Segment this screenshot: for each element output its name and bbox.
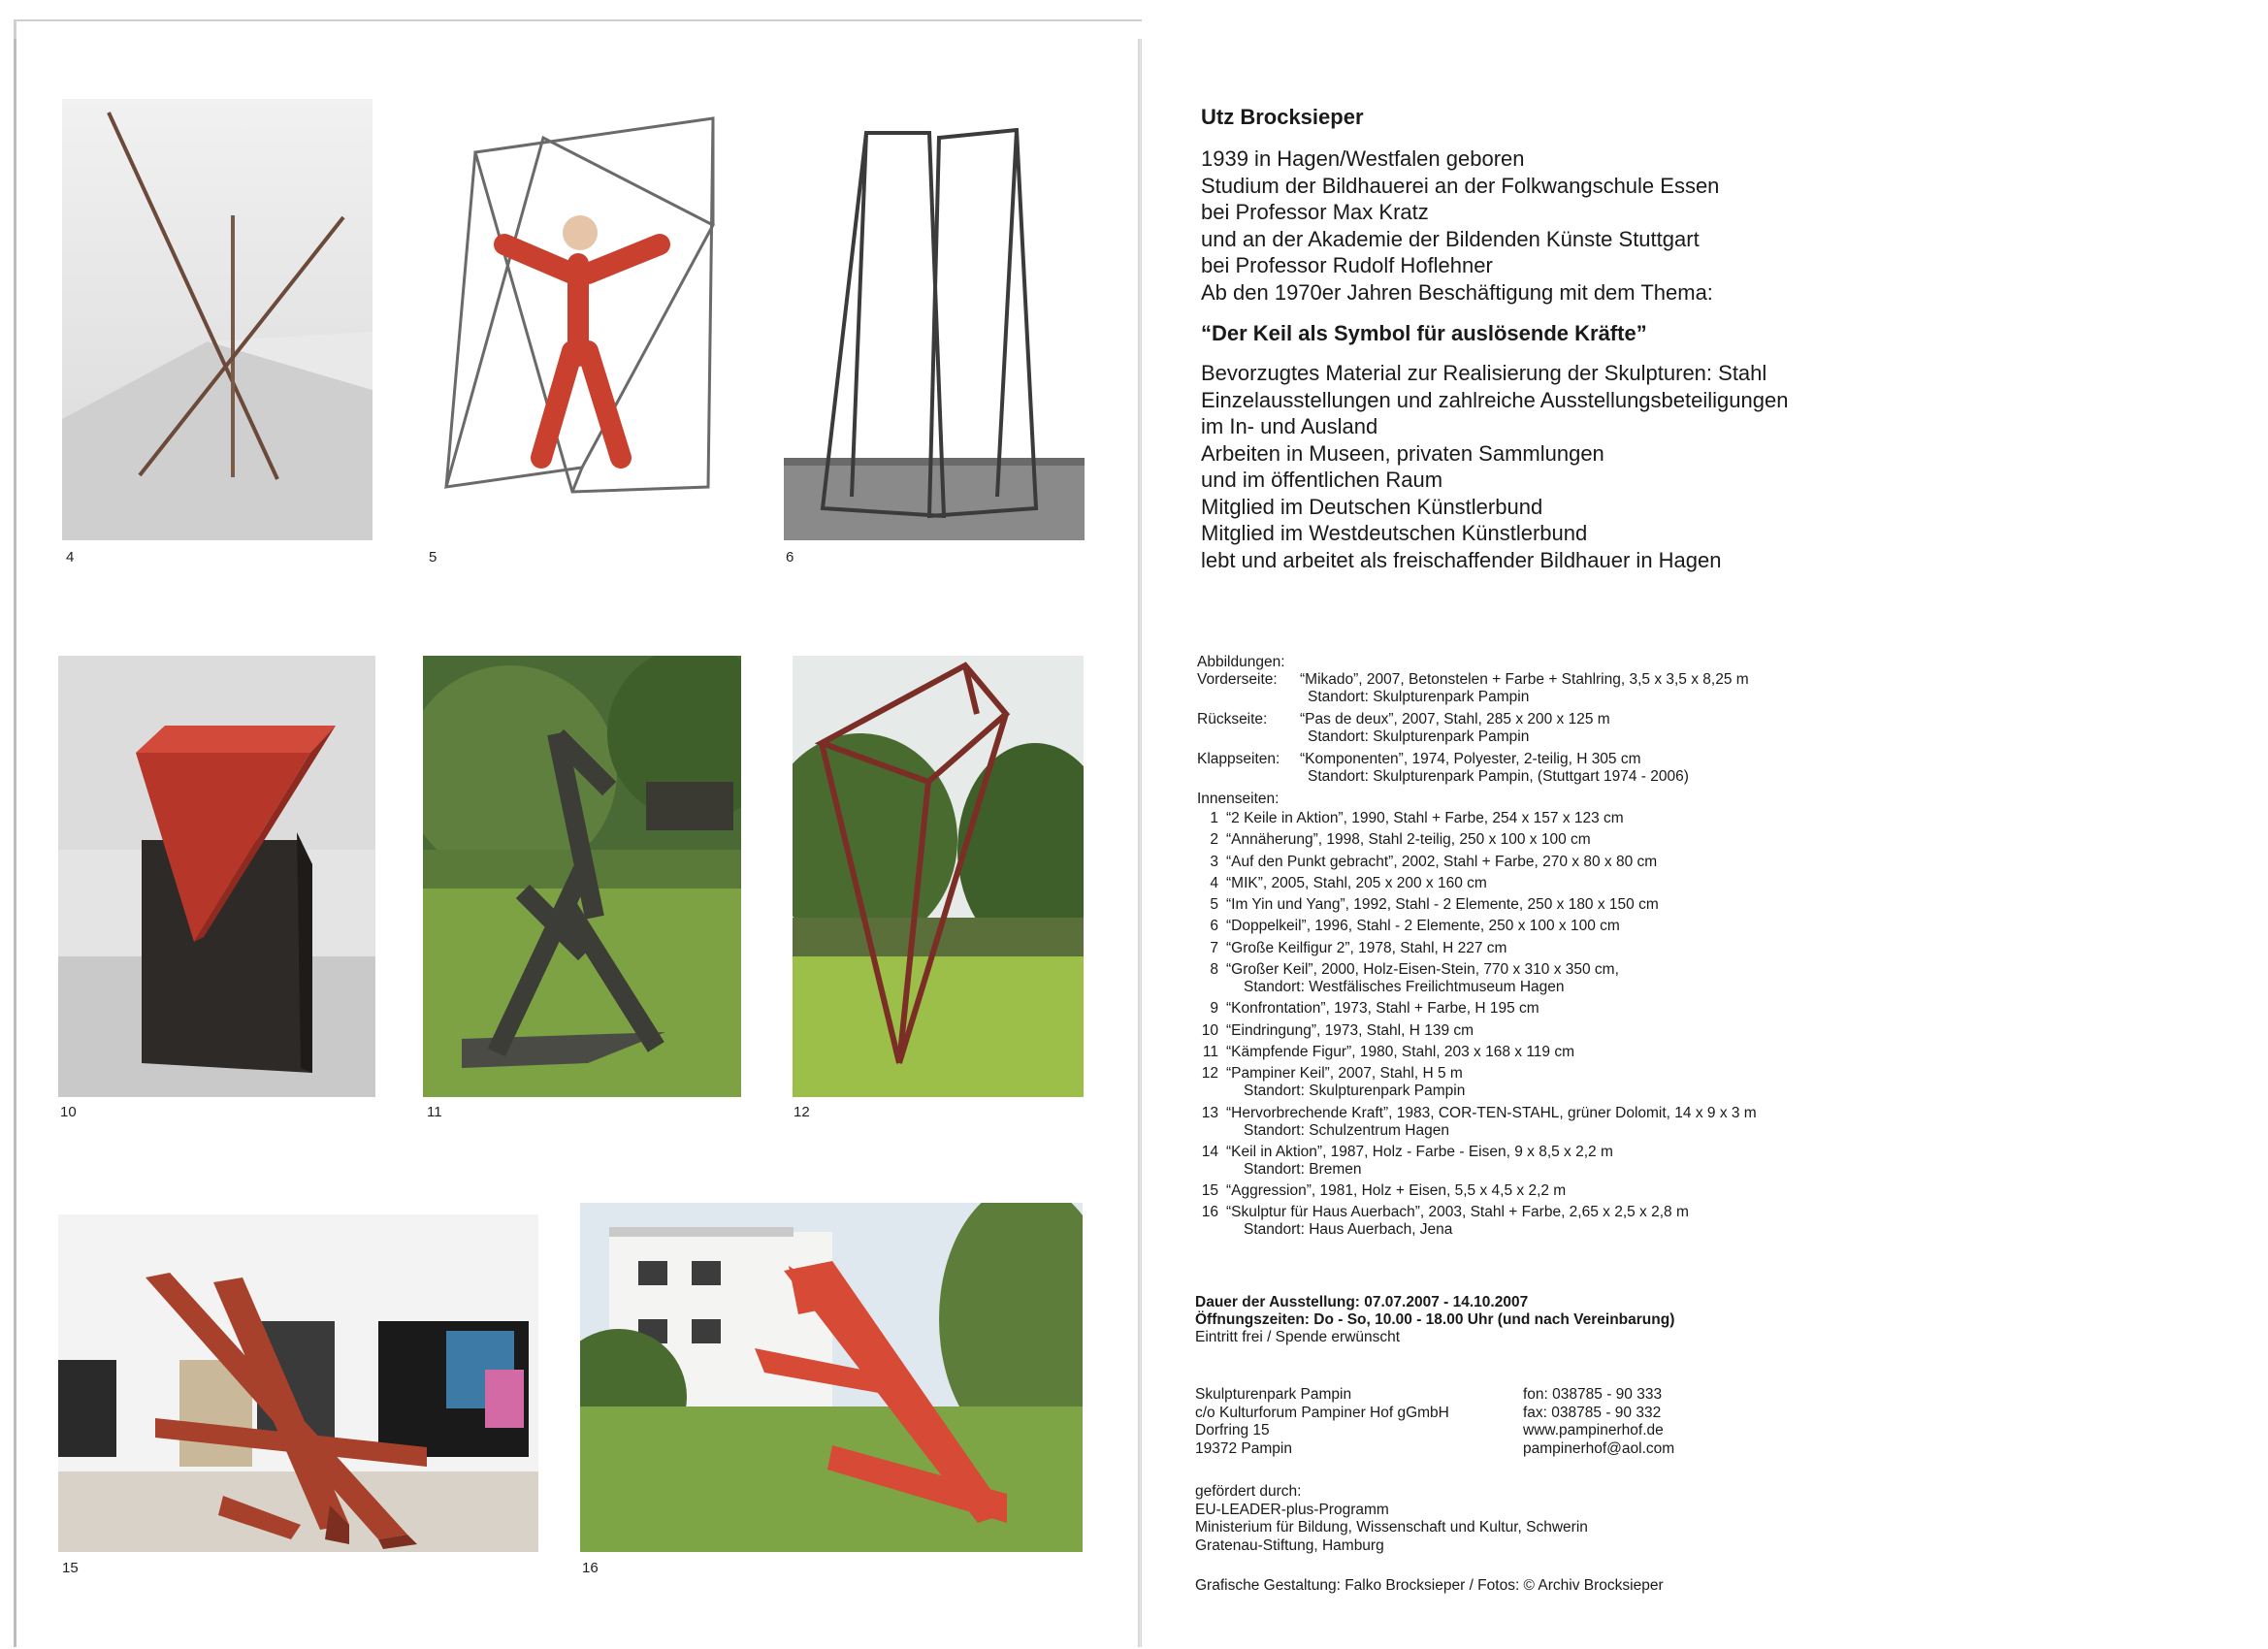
- address-block: [1195, 1386, 1449, 1458]
- phone: fon: 038785 - 90 333: [1523, 1386, 1663, 1403]
- opening-hours: Öffnungszeiten: Do - So, 10.00 - 18.00 Uhr (und nach Vereinbarung): [1195, 1311, 1675, 1328]
- figure-10-photo: [58, 656, 375, 1097]
- list-item: [1197, 961, 2070, 996]
- list-item-number: 14: [1201, 1143, 1218, 1160]
- figure-5-photo: [427, 109, 728, 497]
- list-item: [1197, 831, 2070, 849]
- list-item-text: [1226, 1044, 1574, 1061]
- bio-line: und im öffentlichen Raum: [1201, 468, 1443, 492]
- inner-pages-list: [1197, 810, 2070, 1239]
- list-item-title: “Große Keilfigur 2”, 1978, Stahl, H 227 cm: [1226, 939, 1507, 956]
- bio-line: Studium der Bildhauerei an der Folkwangschule Essen: [1201, 173, 1720, 198]
- figure-5-number: 5: [429, 549, 437, 566]
- list-item-text: [1226, 854, 1657, 871]
- cover-entry: [1197, 751, 2070, 786]
- list-item: [1197, 1204, 2070, 1239]
- list-item-text: [1226, 1204, 1689, 1239]
- list-item: [1197, 1022, 2070, 1040]
- bio-line: und an der Akademie der Bildenden Künste Stuttgart: [1201, 226, 1700, 251]
- cover-label: Klappseiten:: [1197, 751, 1280, 767]
- list-item-text: [1226, 1144, 1613, 1179]
- funding-line: gefördert durch:: [1195, 1483, 1302, 1500]
- list-item-number: 8: [1210, 961, 1218, 979]
- figure-10-number: 10: [60, 1104, 77, 1120]
- list-item-title: “Doppelkeil”, 1996, Stahl - 2 Elemente, 250 x 100 x 100 cm: [1226, 918, 1620, 935]
- funding-line: Gratenau-Stiftung, Hamburg: [1195, 1536, 1384, 1554]
- figure-16-photo: [580, 1203, 1083, 1552]
- list-item: [1197, 1044, 2070, 1061]
- list-item: [1197, 896, 2070, 914]
- address-line: Skulpturenpark Pampin: [1195, 1386, 1352, 1403]
- list-item-title: “Eindringung”, 1973, Stahl, H 139 cm: [1226, 1021, 1474, 1039]
- list-item-text: [1226, 831, 1591, 849]
- website-link[interactable]: www.pampinerhof.de: [1523, 1422, 1664, 1439]
- list-item-text: [1226, 810, 1624, 827]
- list-item-text: [1226, 1000, 1539, 1018]
- list-item: [1197, 854, 2070, 871]
- list-item-text: [1226, 1105, 1757, 1140]
- list-item: [1197, 1182, 2070, 1200]
- address-line: c/o Kulturforum Pampiner Hof gGmbH: [1195, 1404, 1449, 1421]
- list-item: [1197, 810, 2070, 827]
- cover-label: Rückseite:: [1197, 711, 1268, 728]
- innenseiten-heading: Innenseiten:: [1197, 791, 1280, 807]
- biography: [1201, 105, 2219, 573]
- list-item-location: Standort: Schulzentrum Hagen: [1244, 1121, 1449, 1139]
- cover-location: Standort: Skulpturenpark Pampin: [1308, 728, 1530, 745]
- list-item-number: 6: [1210, 918, 1218, 935]
- figure-15-photo: [58, 1214, 538, 1552]
- funding-line: Ministerium für Bildung, Wissenschaft und Kultur, Schwerin: [1195, 1519, 1588, 1536]
- list-item-title: “Pampiner Keil”, 2007, Stahl, H 5 m: [1226, 1065, 1463, 1083]
- list-item-text: [1226, 1022, 1474, 1040]
- theme-quote: “Der Keil als Symbol für auslösende Kräfte”: [1201, 321, 1647, 345]
- illustration-credits: [1197, 654, 2070, 1244]
- figure-12-number: 12: [794, 1104, 810, 1120]
- list-item: [1197, 1000, 2070, 1018]
- exhibition-info: [1195, 1294, 1674, 1346]
- cover-label: Vorderseite:: [1197, 671, 1278, 688]
- list-item-number: 5: [1210, 896, 1218, 914]
- bio-line: Arbeiten in Museen, privaten Sammlungen: [1201, 440, 1604, 466]
- bio-line: 1939 in Hagen/Westfalen geboren: [1201, 146, 1525, 171]
- list-item-location: Standort: Haus Auerbach, Jena: [1244, 1221, 1453, 1239]
- bio-line: Ab den 1970er Jahren Beschäftigung mit dem Thema:: [1201, 279, 1713, 305]
- list-item-number: 16: [1201, 1204, 1218, 1221]
- list-item-title: “MIK”, 2005, Stahl, 205 x 200 x 160 cm: [1226, 874, 1487, 891]
- cover-text: “Pas de deux”, 2007, Stahl, 285 x 200 x 125 m: [1300, 711, 1610, 728]
- list-item-title: “Auf den Punkt gebracht”, 2002, Stahl + Farbe, 270 x 80 x 80 cm: [1226, 853, 1658, 870]
- list-item-title: “Im Yin und Yang”, 1992, Stahl - 2 Elemente, 250 x 180 x 150 cm: [1226, 896, 1659, 914]
- list-item-number: 2: [1210, 831, 1218, 849]
- list-item: [1197, 875, 2070, 892]
- list-item: [1197, 1144, 2070, 1179]
- cover-location: Standort: Skulpturenpark Pampin: [1308, 689, 1530, 705]
- exhibition-duration: Dauer der Ausstellung: 07.07.2007 - 14.10.2007: [1195, 1294, 1529, 1310]
- entry-info: Eintritt frei / Spende erwünscht: [1195, 1329, 1401, 1345]
- list-item-number: 7: [1210, 939, 1218, 956]
- figure-6-photo: [784, 128, 1085, 540]
- bio-line: Einzelausstellungen und zahlreiche Ausstellungsbeteiligungen: [1201, 387, 1789, 412]
- abbildungen-heading: Abbildungen:: [1197, 654, 1285, 670]
- list-item-location: Standort: Westfälisches Freilichtmuseum Hagen: [1244, 979, 1565, 996]
- list-item-text: [1226, 1182, 1566, 1200]
- bio-line: bei Professor Rudolf Hoflehner: [1201, 253, 1493, 277]
- cover-text: “Mikado”, 2007, Betonstelen + Farbe + Stahlring, 3,5 x 3,5 x 8,25 m: [1300, 671, 1749, 688]
- list-item-title: “Kämpfende Figur”, 1980, Stahl, 203 x 168 x 119 cm: [1226, 1043, 1574, 1060]
- list-item-title: “Skulptur für Haus Auerbach”, 2003, Stahl + Farbe, 2,65 x 2,5 x 2,8 m: [1226, 1204, 1689, 1221]
- list-item: [1197, 918, 2070, 935]
- cover-entry: [1197, 711, 2070, 746]
- list-item-text: [1226, 875, 1487, 892]
- list-item-text: [1226, 940, 1507, 957]
- list-item-location: Standort: Skulpturenpark Pampin: [1244, 1083, 1466, 1100]
- list-item-number: 13: [1201, 1104, 1218, 1121]
- list-item-title: “Großer Keil”, 2000, Holz-Eisen-Stein, 770 x 310 x 350 cm,: [1226, 961, 1619, 979]
- list-item-number: 9: [1210, 1000, 1218, 1018]
- figure-11-number: 11: [427, 1104, 442, 1120]
- figure-12-photo: [793, 656, 1084, 1097]
- figure-4-number: 4: [66, 549, 75, 566]
- bio-line: lebt und arbeitet als freischaffender Bildhauer in Hagen: [1201, 547, 1722, 572]
- list-item-text: [1226, 1065, 1465, 1100]
- list-item: [1197, 1105, 2070, 1140]
- bio-lines-2: [1201, 360, 2219, 573]
- bio-line: Mitglied im Deutschen Künstlerbund: [1201, 494, 1543, 519]
- list-item-title: “Keil in Aktion”, 1987, Holz - Farbe - Eisen, 9 x 8,5 x 2,2 m: [1226, 1143, 1613, 1160]
- address-line: Dorfring 15: [1195, 1422, 1270, 1439]
- list-item-title: “Hervorbrechende Kraft”, 1983, COR-TEN-STAHL, grüner Dolomit, 14 x 9 x 3 m: [1226, 1104, 1757, 1121]
- contact-block: [1523, 1386, 1674, 1458]
- list-item-text: [1226, 961, 1619, 996]
- list-item-title: “Annäherung”, 1998, Stahl 2-teilig, 250 x 100 x 100 cm: [1226, 831, 1591, 849]
- fax: fax: 038785 - 90 332: [1523, 1404, 1662, 1421]
- cover-location: Standort: Skulpturenpark Pampin, (Stuttgart 1974 - 2006): [1308, 768, 1689, 785]
- funding-block: [1195, 1483, 1588, 1555]
- address-line: 19372 Pampin: [1195, 1439, 1292, 1457]
- list-item-location: Standort: Bremen: [1244, 1160, 1362, 1178]
- list-item-text: [1226, 918, 1620, 935]
- bio-line: Bevorzugtes Material zur Realisierung der Skulpturen: Stahl: [1201, 361, 1767, 385]
- list-item-number: 3: [1210, 853, 1218, 870]
- list-item-text: [1226, 896, 1659, 914]
- artist-name: Utz Brocksieper: [1201, 105, 1364, 129]
- list-item-number: 1: [1210, 810, 1218, 826]
- page-edge: [14, 19, 1142, 41]
- list-item: [1197, 940, 2070, 957]
- list-item-number: 11: [1202, 1043, 1218, 1060]
- bio-line: im In- und Ausland: [1201, 414, 1378, 438]
- figure-6-number: 6: [786, 549, 794, 566]
- cover-text: “Komponenten”, 1974, Polyester, 2-teilig, H 305 cm: [1300, 751, 1641, 767]
- figure-4-photo: [62, 99, 373, 540]
- bio-line: bei Professor Max Kratz: [1201, 200, 1429, 224]
- figure-16-number: 16: [582, 1560, 599, 1576]
- list-item-title: “Aggression”, 1981, Holz + Eisen, 5,5 x 4,5 x 2,2 m: [1226, 1182, 1567, 1200]
- figure-11-photo: [423, 656, 741, 1097]
- list-item-number: 15: [1201, 1182, 1218, 1200]
- list-item-title: “Konfrontation”, 1973, Stahl + Farbe, H 195 cm: [1226, 1000, 1539, 1018]
- funding-line: EU-LEADER-plus-Programm: [1195, 1501, 1389, 1518]
- credits: Grafische Gestaltung: Falko Brocksieper / Fotos: © Archiv Brocksieper: [1195, 1577, 1664, 1594]
- bio-lines-1: [1201, 146, 2219, 306]
- list-item-number: 4: [1210, 874, 1218, 891]
- list-item-title: “2 Keile in Aktion”, 1990, Stahl + Farbe, 254 x 157 x 123 cm: [1226, 810, 1624, 826]
- figure-15-number: 15: [62, 1560, 79, 1576]
- list-item-number: 10: [1201, 1021, 1218, 1039]
- email-link[interactable]: pampinerhof@aol.com: [1523, 1439, 1675, 1457]
- bio-line: Mitglied im Westdeutschen Künstlerbund: [1201, 521, 1588, 545]
- list-item-number: 12: [1201, 1065, 1218, 1083]
- cover-entry: [1197, 671, 2070, 706]
- list-item: [1197, 1065, 2070, 1100]
